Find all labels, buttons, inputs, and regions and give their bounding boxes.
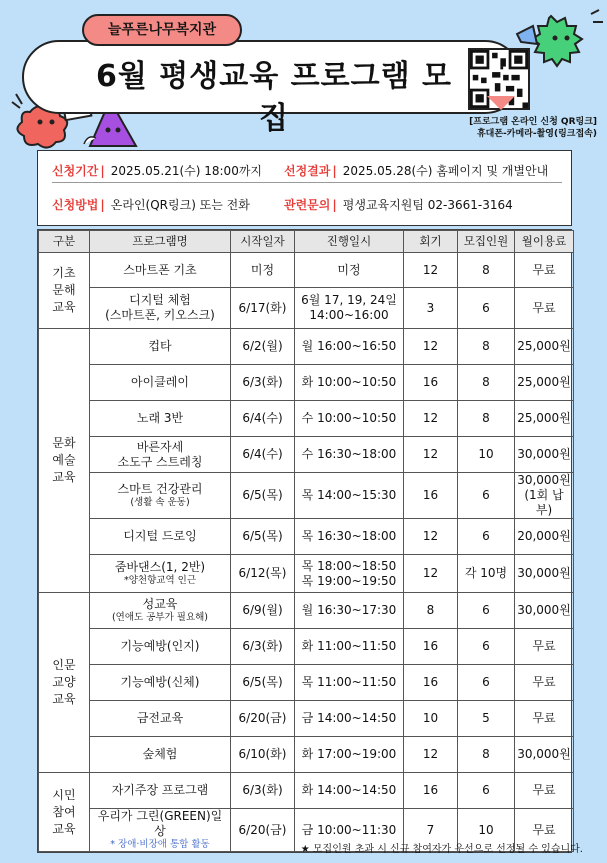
program-table-wrapper: [37, 229, 572, 853]
program-name: 우리가 그린(GREEN)일상: [97, 809, 223, 838]
capacity-value: 8: [482, 375, 490, 389]
label-divider: |: [100, 198, 105, 212]
sessions-value: 16: [422, 783, 439, 797]
sessions-value: 16: [422, 488, 439, 502]
schedule-cell: [295, 629, 404, 665]
capacity-value: 8: [482, 262, 490, 277]
sessions-cell: [404, 288, 458, 329]
fee-value: 30,000원: [517, 447, 571, 461]
category-cell: [39, 329, 90, 593]
fee-cell: [515, 401, 574, 437]
footnote: ★ 모집인원 초과 시 신규 참여자가 우선으로 선정될 수 있습니다.: [300, 844, 583, 855]
capacity-value: 6: [482, 783, 490, 797]
schedule-cell: [295, 519, 404, 555]
capacity-cell: [458, 773, 515, 809]
start-date-value: 6/5(목): [242, 488, 283, 502]
table-row: [39, 401, 574, 437]
sessions-value: 12: [422, 447, 439, 461]
capacity-value: 6: [482, 639, 490, 653]
capacity-cell: [458, 519, 515, 555]
start-date-value: 6/5(목): [242, 675, 283, 689]
schedule-cell: [295, 593, 404, 629]
contact-label: 관련문의: [284, 198, 331, 212]
fee-cell: [515, 555, 574, 593]
table-row: [39, 437, 574, 473]
fee-cell: [515, 665, 574, 701]
capacity-value: 5: [482, 711, 490, 725]
start-date-cell: [231, 329, 295, 365]
fee-cell: [515, 593, 574, 629]
sessions-value: 12: [422, 339, 439, 353]
method-label: 신청방법: [52, 198, 99, 212]
program-name: 금전교육: [136, 711, 184, 725]
start-date-cell: [231, 473, 295, 519]
start-date-value: 6/3(화): [242, 639, 283, 653]
qr-caption-line-2: 휴대폰-카메라-촬영(링크접속): [476, 129, 597, 139]
program-name: 스마트 건강관리: [117, 482, 203, 496]
schedule-value: 목 11:00~11:50: [301, 675, 397, 689]
table-row: [39, 773, 574, 809]
schedule-value: 목 16:30~18:00: [301, 529, 397, 543]
start-date-value: 6/10(화): [238, 747, 287, 761]
start-date-cell: [231, 365, 295, 401]
table-header-row: [39, 231, 574, 253]
table-row: [39, 737, 574, 773]
sessions-value: 12: [422, 411, 439, 425]
sessions-cell: [404, 473, 458, 519]
contact-value: 평생교육지원팀 02-3661-3164: [342, 198, 513, 212]
schedule-cell: [295, 288, 404, 329]
fee-cell: [515, 629, 574, 665]
program-name: 컵타: [148, 339, 172, 353]
schedule-cell: [295, 701, 404, 737]
schedule-value: 미정: [337, 262, 361, 277]
program-name-cell: [90, 629, 231, 665]
start-date-cell: [231, 288, 295, 329]
capacity-cell: [458, 593, 515, 629]
sessions-cell: [404, 701, 458, 737]
start-date-cell: [231, 401, 295, 437]
page-title: 6월 평생교육 프로그램 모집: [95, 59, 452, 136]
capacity-value: 8: [482, 339, 490, 353]
col-header: 진행일시: [295, 231, 404, 253]
category-label: 인문 교양 교육: [52, 658, 76, 706]
category-label: 기초 문해 교육: [52, 266, 76, 314]
sessions-cell: [404, 519, 458, 555]
schedule-cell: [295, 555, 404, 593]
program-name-cell: [90, 437, 231, 473]
schedule-value: 금 10:00~11:30: [301, 822, 397, 837]
start-date-cell: [231, 593, 295, 629]
period-label: 신청기간: [52, 164, 99, 178]
start-date-cell: [231, 253, 295, 288]
start-date-value: 6/12(목): [238, 566, 287, 580]
fee-cell: [515, 253, 574, 288]
result-label: 선정결과: [284, 164, 331, 178]
capacity-cell: [458, 288, 515, 329]
start-date-value: 6/5(목): [242, 529, 283, 543]
program-name: 스마트폰 기초: [123, 262, 197, 277]
program-name-cell: [90, 288, 231, 329]
capacity-value: 10: [478, 822, 494, 837]
program-name: 줌바댄스(1, 2반): [114, 560, 206, 574]
schedule-value: 화 11:00~11:50: [301, 639, 397, 653]
sessions-cell: [404, 329, 458, 365]
schedule-cell: [295, 329, 404, 365]
sessions-cell: [404, 629, 458, 665]
schedule-value: 화 14:00~14:50: [301, 783, 397, 797]
fee-value: 무료: [532, 822, 556, 837]
program-name-cell: [90, 253, 231, 288]
table-row: [39, 665, 574, 701]
fee-value: 무료: [532, 783, 556, 797]
start-date-value: 6/3(화): [242, 783, 283, 797]
start-date-value: 6/9(월): [242, 603, 283, 617]
sessions-value: 10: [422, 711, 439, 725]
start-date-cell: [231, 665, 295, 701]
label-divider: |: [100, 164, 105, 178]
capacity-value: 10: [478, 447, 494, 461]
fee-value: 무료: [532, 300, 556, 315]
sessions-cell: [404, 737, 458, 773]
sessions-value: 3: [426, 300, 435, 315]
program-name-cell: [90, 555, 231, 593]
col-header: 프로그램명: [90, 231, 231, 253]
fee-value: 무료: [532, 711, 556, 725]
program-name: 아이클레이: [131, 375, 189, 389]
start-date-cell: [231, 437, 295, 473]
capacity-cell: [458, 437, 515, 473]
program-name-cell: [90, 593, 231, 629]
col-header: 월이용료: [515, 231, 574, 253]
start-date-value: 6/3(화): [242, 375, 283, 389]
label-divider: |: [332, 198, 337, 212]
sessions-value: 12: [422, 262, 439, 277]
sessions-cell: [404, 401, 458, 437]
capacity-cell: [458, 629, 515, 665]
table-row: [39, 519, 574, 555]
capacity-value: 6: [482, 603, 490, 617]
fee-value: 30,000원: [517, 603, 571, 617]
col-header: 구분: [39, 231, 90, 253]
info-row-1: [52, 159, 562, 183]
sessions-value: 12: [422, 747, 439, 761]
sessions-cell: [404, 365, 458, 401]
capacity-cell: [458, 329, 515, 365]
table-row: [39, 555, 574, 593]
capacity-cell: [458, 665, 515, 701]
qr-caption: [469, 116, 597, 140]
fee-value: 무료: [532, 675, 556, 689]
result-value: 2025.05.28(수) 홈페이지 및 개별안내: [342, 164, 549, 178]
fee-cell: [515, 288, 574, 329]
program-name: 자기주장 프로그램: [111, 783, 209, 797]
schedule-value: 화 10:00~10:50: [301, 375, 397, 389]
program-name-cell: [90, 401, 231, 437]
sessions-cell: [404, 437, 458, 473]
start-date-cell: [231, 737, 295, 773]
category-cell: [39, 253, 90, 329]
category-label: 문화 예술 교육: [52, 436, 76, 484]
start-date-cell: [231, 701, 295, 737]
schedule-cell: [295, 365, 404, 401]
program-note: (연애도 공부가 필요해): [111, 612, 209, 623]
schedule-cell: [295, 737, 404, 773]
program-name: 디지털 드로잉: [123, 529, 197, 543]
schedule-value: 화 17:00~19:00: [301, 747, 397, 761]
program-name-cell: [90, 773, 231, 809]
program-name: 노래 3반: [136, 411, 184, 425]
sessions-value: 16: [422, 639, 439, 653]
info-row-2: [52, 193, 562, 217]
fee-value: 25,000원: [517, 411, 571, 425]
table-row: [39, 365, 574, 401]
schedule-cell: [295, 253, 404, 288]
capacity-cell: [458, 401, 515, 437]
schedule-value: 금 14:00~14:50: [301, 711, 397, 725]
fee-cell: [515, 329, 574, 365]
fee-cell: [515, 773, 574, 809]
sessions-value: 7: [426, 822, 435, 837]
capacity-value: 6: [482, 675, 490, 689]
fee-value: 무료: [532, 262, 556, 277]
page-header: [0, 0, 607, 150]
program-name: 디지털 체험 (스마트폰, 키오스크): [105, 293, 215, 322]
start-date-value: 6/4(수): [242, 411, 283, 425]
fee-cell: [515, 701, 574, 737]
period-value: 2025.05.21(수) 18:00까지: [110, 164, 263, 178]
program-table: [38, 230, 574, 852]
program-name-cell: [90, 519, 231, 555]
schedule-value: 목 14:00~15:30: [301, 488, 397, 502]
fee-value: 25,000원: [517, 375, 571, 389]
start-date-value: 6/20(금): [238, 822, 287, 837]
program-name-cell: [90, 329, 231, 365]
sessions-value: 16: [422, 375, 439, 389]
sessions-cell: [404, 593, 458, 629]
schedule-value: 수 16:30~18:00: [301, 447, 397, 461]
start-date-value: 6/17(화): [238, 300, 287, 315]
schedule-value: 목 18:00~18:50 목 19:00~19:50: [301, 558, 397, 588]
capacity-cell: [458, 365, 515, 401]
fee-value: 25,000원: [517, 339, 571, 353]
fee-cell: [515, 519, 574, 555]
program-note: (생활 속 운동): [130, 497, 190, 508]
fee-value: 30,000원: [517, 566, 571, 580]
capacity-value: 각 10명: [464, 566, 508, 580]
table-row: [39, 629, 574, 665]
table-row: [39, 701, 574, 737]
fee-value: 20,000원: [517, 529, 571, 543]
category-label: 시민 참여 교육: [52, 787, 76, 836]
sessions-cell: [404, 253, 458, 288]
method-value: 온라인(QR링크) 또는 전화: [110, 198, 250, 212]
sessions-cell: [404, 555, 458, 593]
start-date-value: 6/4(수): [242, 447, 283, 461]
start-date-value: 6/2(월): [242, 339, 283, 353]
table-body: [39, 253, 574, 852]
table-row: [39, 288, 574, 329]
fee-value: 무료: [532, 639, 556, 653]
sessions-value: 16: [422, 675, 439, 689]
qr-caption-line-1: [프로그램 온라인 신청 QR링크]: [469, 117, 597, 127]
program-note: *양천향교역 인근: [123, 575, 196, 586]
capacity-value: 8: [482, 411, 490, 425]
sessions-value: 12: [422, 529, 439, 543]
start-date-cell: [231, 555, 295, 593]
application-info-box: [37, 150, 572, 226]
label-divider: |: [332, 164, 337, 178]
col-header: 회기: [404, 231, 458, 253]
program-name-cell: [90, 737, 231, 773]
capacity-cell: [458, 701, 515, 737]
capacity-value: 6: [482, 529, 490, 543]
program-name: 바른자세 소도구 스트레칭: [117, 439, 203, 469]
program-name: 기능예방(신체): [120, 675, 200, 689]
sessions-value: 12: [422, 566, 439, 580]
category-cell: [39, 773, 90, 852]
sessions-value: 8: [426, 603, 435, 617]
program-name: 기능예방(인지): [120, 639, 200, 653]
table-row: [39, 329, 574, 365]
capacity-value: 6: [482, 300, 490, 315]
schedule-cell: [295, 437, 404, 473]
fee-value: 30,000원: [517, 747, 571, 761]
fee-cell: [515, 365, 574, 401]
capacity-cell: [458, 473, 515, 519]
capacity-cell: [458, 737, 515, 773]
program-note: * 장애·비장애 통합 활동: [110, 839, 210, 850]
start-date-value: 6/20(금): [238, 711, 287, 725]
qr-pointer: [487, 96, 515, 110]
program-name: 숲체험: [142, 747, 178, 761]
fee-cell: [515, 437, 574, 473]
schedule-value: 월 16:00~16:50: [301, 339, 397, 353]
program-name-cell: [90, 809, 231, 852]
program-name-cell: [90, 665, 231, 701]
sessions-cell: [404, 665, 458, 701]
table-row: [39, 473, 574, 519]
schedule-cell: [295, 473, 404, 519]
start-date-cell: [231, 629, 295, 665]
start-date-value: 미정: [250, 262, 275, 277]
schedule-value: 월 16:30~17:30: [301, 603, 397, 617]
schedule-cell: [295, 773, 404, 809]
program-name-cell: [90, 473, 231, 519]
fee-cell: [515, 737, 574, 773]
start-date-cell: [231, 773, 295, 809]
program-name: 성교육: [142, 597, 178, 611]
start-date-cell: [231, 519, 295, 555]
col-header: 모집인원: [458, 231, 515, 253]
fee-cell: [515, 473, 574, 519]
org-name-badge: 늘푸른나무복지관: [82, 14, 242, 46]
table-row: [39, 253, 574, 288]
title-banner: [22, 40, 522, 136]
col-header: 시작일자: [231, 231, 295, 253]
schedule-cell: [295, 665, 404, 701]
schedule-value: 6월 17, 19, 24일 14:00~16:00: [301, 293, 397, 322]
schedule-cell: [295, 401, 404, 437]
start-date-cell: [231, 809, 295, 852]
table-row: [39, 593, 574, 629]
program-name-cell: [90, 701, 231, 737]
schedule-value: 수 10:00~10:50: [301, 411, 397, 425]
capacity-value: 6: [482, 488, 490, 502]
sessions-cell: [404, 773, 458, 809]
category-cell: [39, 593, 90, 773]
fee-value: 30,000원 (1회 납부): [517, 473, 571, 517]
capacity-cell: [458, 253, 515, 288]
program-name-cell: [90, 365, 231, 401]
capacity-cell: [458, 555, 515, 593]
capacity-value: 8: [482, 747, 490, 761]
